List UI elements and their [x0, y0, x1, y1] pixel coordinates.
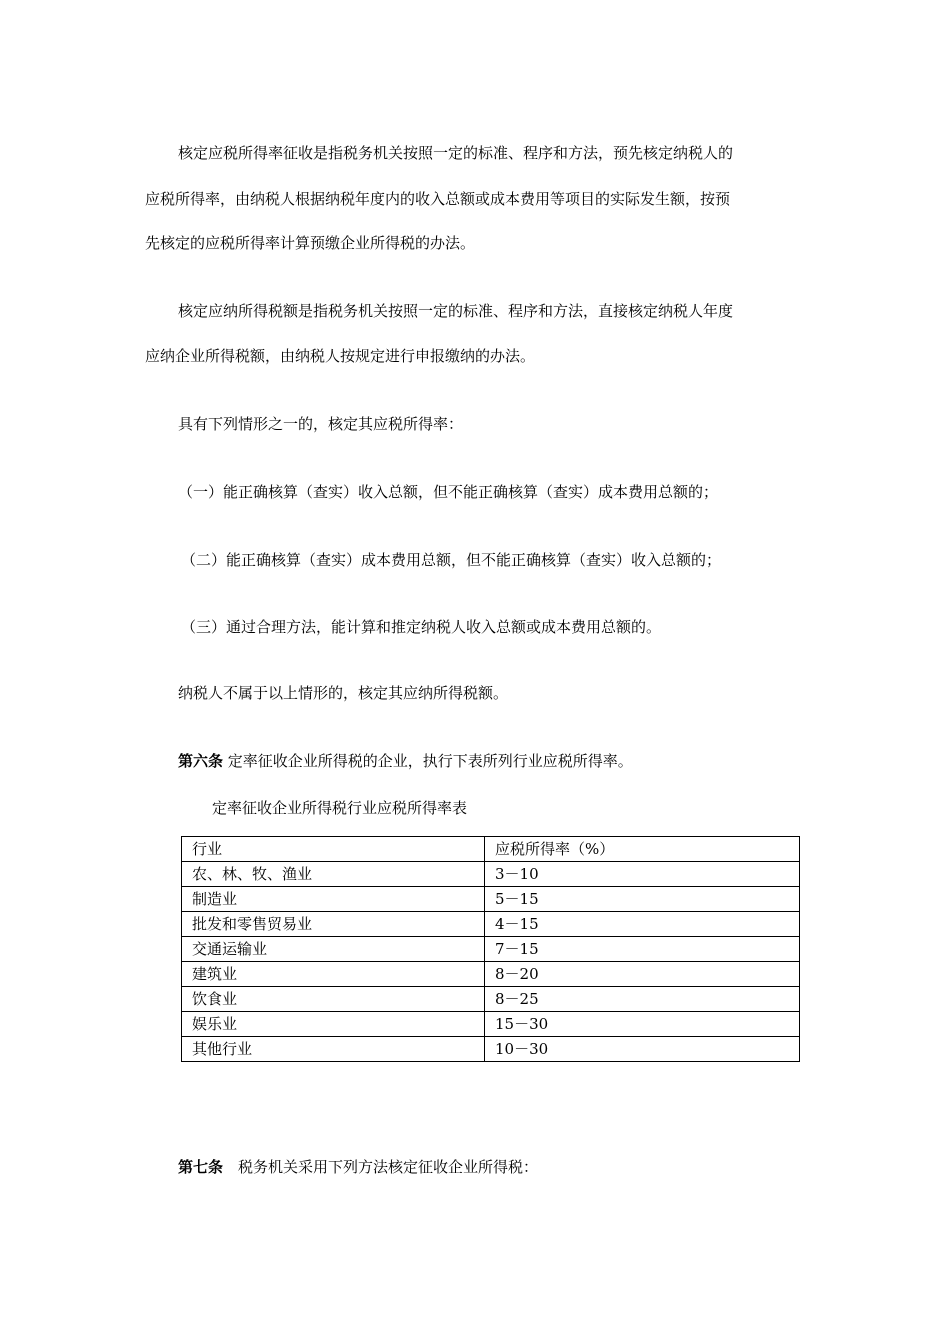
header-industry: 行业 — [182, 837, 485, 862]
article-seven-text: 税务机关采用下列方法核定征收企业所得税： — [223, 1158, 539, 1176]
paragraph-line: 先核定的应税所得率计算预缴企业所得税的办法。 — [145, 234, 476, 252]
rate-cell: 8－25 — [485, 987, 800, 1012]
rate-cell: 7－15 — [485, 937, 800, 962]
table-row — [182, 912, 800, 937]
industry-cell: 批发和零售贸易业 — [182, 912, 485, 937]
paragraph-line: 应税所得率，由纳税人根据纳税年度内的收入总额或成本费用等项目的实际发生额，按预 — [145, 190, 731, 208]
condition-item-1: （一）能正确核算（查实）收入总额，但不能正确核算（查实）成本费用总额的； — [178, 483, 719, 501]
industry-cell: 娱乐业 — [182, 1012, 485, 1037]
industry-cell: 农、林、牧、渔业 — [182, 862, 485, 887]
rate-table — [181, 836, 800, 1062]
paragraph-line: 核定应纳所得税额是指税务机关按照一定的标准、程序和方法，直接核定纳税人年度 — [178, 302, 734, 320]
table-row — [182, 862, 800, 887]
table-row — [182, 987, 800, 1012]
article-seven — [178, 1156, 538, 1177]
industry-cell: 制造业 — [182, 887, 485, 912]
rate-cell: 15－30 — [485, 1012, 800, 1037]
industry-cell: 交通运输业 — [182, 937, 485, 962]
table-row — [182, 1012, 800, 1037]
table-caption: 定率征收企业所得税行业应税所得率表 — [212, 799, 468, 817]
paragraph-line: 应纳企业所得税额，由纳税人按规定进行申报缴纳的办法。 — [145, 347, 536, 365]
article-six-label: 第六条 — [178, 752, 224, 770]
industry-cell: 建筑业 — [182, 962, 485, 987]
conditions-else: 纳税人不属于以上情形的，核定其应纳所得税额。 — [178, 684, 509, 702]
condition-item-2: （二）能正确核算（查实）成本费用总额，但不能正确核算（查实）收入总额的； — [181, 551, 722, 569]
paragraph-line: 核定应税所得率征收是指税务机关按照一定的标准、程序和方法，预先核定纳税人的 — [178, 144, 734, 162]
rate-cell: 10－30 — [485, 1037, 800, 1062]
rate-cell: 4－15 — [485, 912, 800, 937]
table-row — [182, 962, 800, 987]
condition-item-3: （三）通过合理方法，能计算和推定纳税人收入总额或成本费用总额的。 — [181, 618, 662, 636]
industry-cell: 其他行业 — [182, 1037, 485, 1062]
article-six — [178, 750, 633, 771]
conditions-intro: 具有下列情形之一的，核定其应税所得率： — [178, 415, 464, 433]
rate-cell: 3－10 — [485, 862, 800, 887]
table-row — [182, 937, 800, 962]
rate-cell: 5－15 — [485, 887, 800, 912]
table-header-row — [182, 837, 800, 862]
article-six-text: 定率征收企业所得税的企业，执行下表所列行业应税所得率。 — [223, 752, 633, 770]
industry-cell: 饮食业 — [182, 987, 485, 1012]
rate-cell: 8－20 — [485, 962, 800, 987]
header-rate: 应税所得率（%） — [485, 837, 800, 862]
table-row — [182, 1037, 800, 1062]
table-row — [182, 887, 800, 912]
article-seven-label: 第七条 — [178, 1158, 224, 1176]
